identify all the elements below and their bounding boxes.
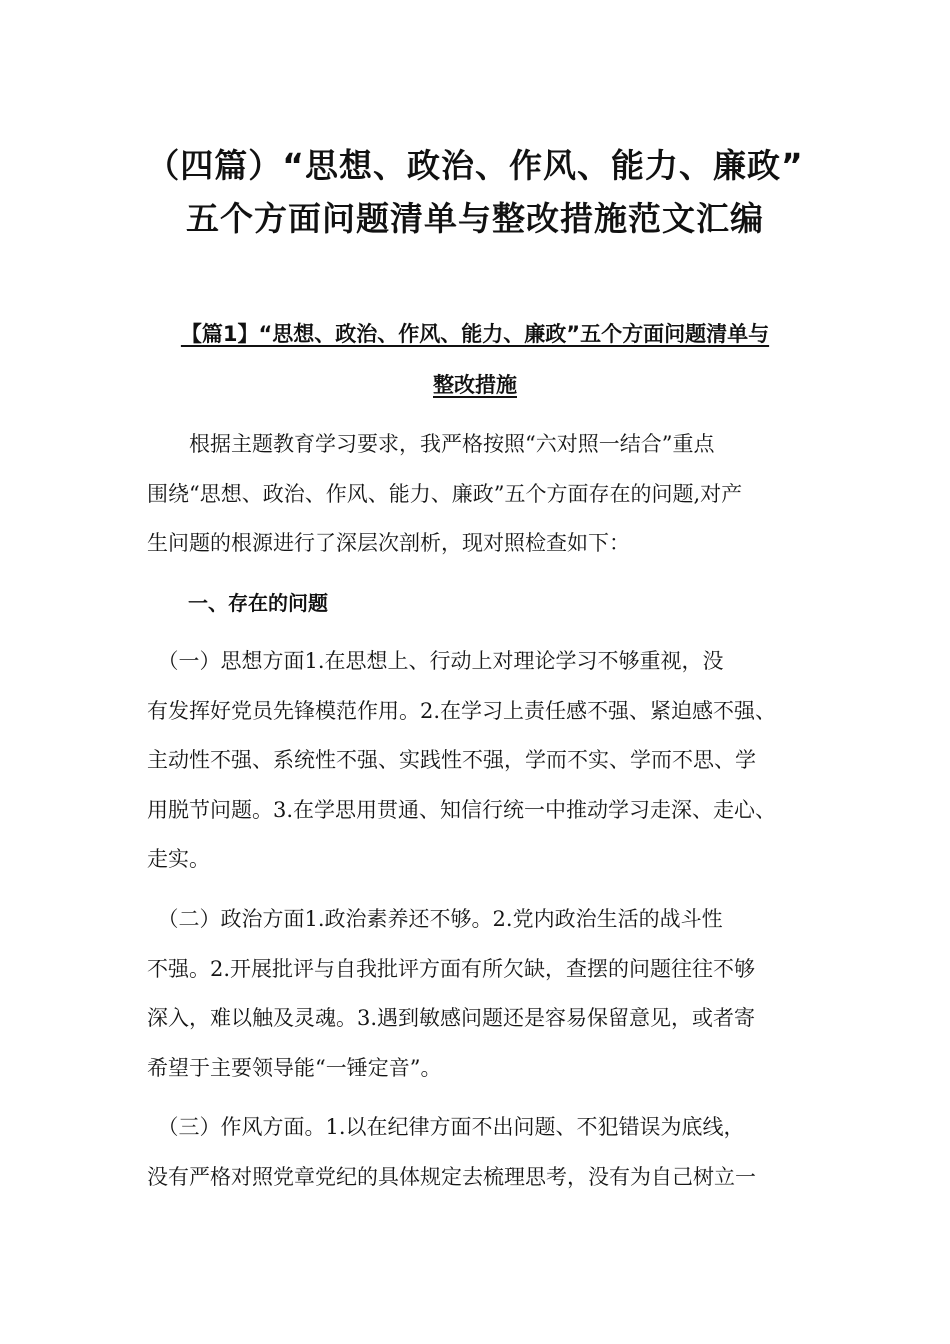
politics-paragraph-line: 深入，难以触及灵魂。3.遇到敏感问题还是容易保留意见，或者寄 (147, 1006, 756, 1030)
style-paragraph-line: 没有严格对照党章党纪的具体规定去梳理思考，没有为自己树立一 (147, 1165, 756, 1189)
thought-paragraph-line: （一）思想方面1.在思想上、行动上对理论学习不够重视，没 (147, 649, 724, 673)
politics-paragraph-line: 希望于主要领导能“一锤定音”。 (147, 1056, 442, 1080)
section-heading-line-2 (0, 369, 950, 399)
intro-line: 围绕“思想、政治、作风、能力、廉政”五个方面存在的问题,对产 (147, 482, 743, 506)
document-title-line-2: 五个方面问题清单与整改措施范文汇编 (186, 199, 764, 238)
thought-paragraph-line: 有发挥好党员先锋模范作用。2.在学习上责任感不强、紧迫感不强、 (147, 699, 777, 723)
section-heading-text-2: 整改措施 (433, 373, 517, 397)
thought-paragraph-line: 主动性不强、系统性不强、实践性不强，学而不实、学而不思、学 (147, 748, 756, 772)
politics-paragraph-line: （二）政治方面1.政治素养还不够。2.党内政治生活的战斗性 (147, 907, 723, 931)
section-heading-text-1: 【篇1】“思想、政治、作风、能力、廉政”五个方面问题清单与 (180, 322, 770, 346)
thought-paragraph-line: 走实。 (147, 847, 210, 871)
subheading-existing-problems: 一、存在的问题 (188, 591, 328, 615)
document-title-line-1: （四篇）“思想、政治、作风、能力、廉政” (146, 146, 804, 185)
intro-line: 生问题的根源进行了深层次剖析，现对照检查如下： (147, 531, 630, 555)
intro-line: 根据主题教育学习要求，我严格按照“六对照一结合”重点 (147, 432, 715, 456)
thought-paragraph-line: 用脱节问题。3.在学思用贯通、知信行统一中推动学习走深、走心、 (147, 798, 777, 822)
section-heading-line-1 (0, 318, 950, 348)
politics-paragraph-line: 不强。2.开展批评与自我批评方面有所欠缺，查摆的问题往往不够 (147, 957, 756, 981)
style-paragraph-line: （三）作风方面。1.以在纪律方面不出问题、不犯错误为底线， (147, 1115, 745, 1139)
